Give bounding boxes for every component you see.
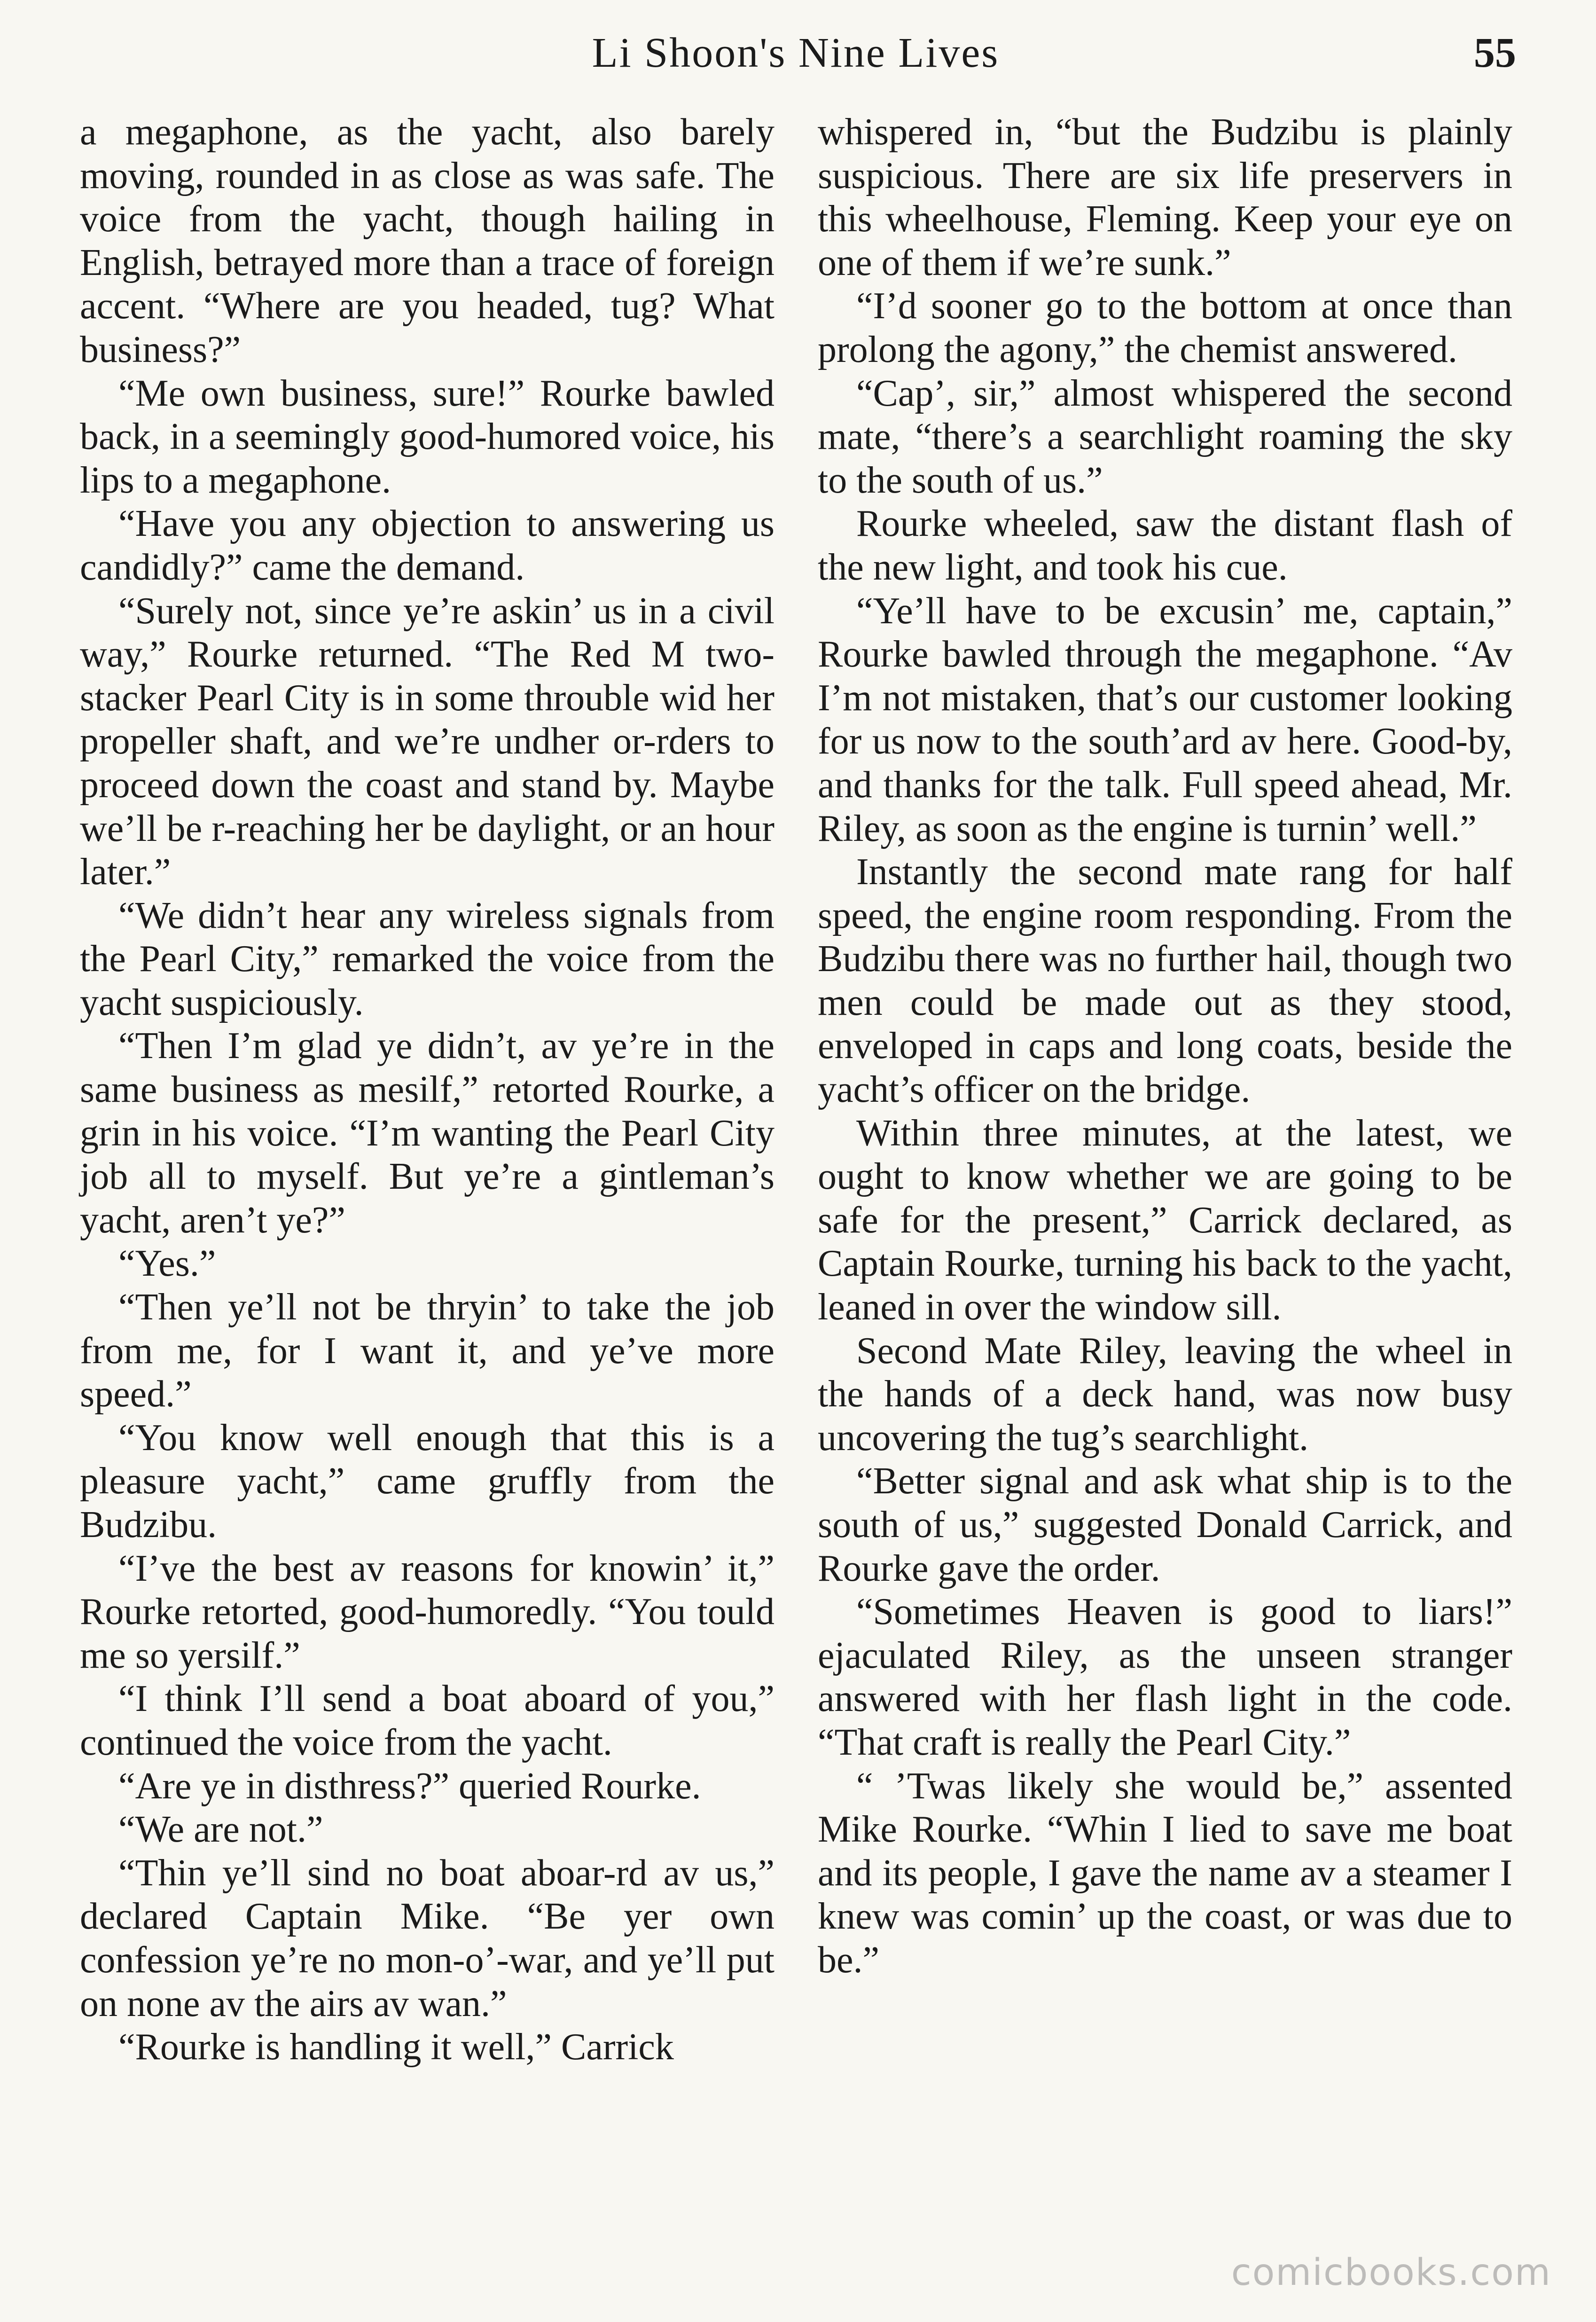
- paragraph: Second Mate Riley, leaving the wheel in the hands of a deck hand, was now busy uncovering the tug’s searchlight.: [818, 1330, 1512, 1459]
- page-number: 55: [1474, 30, 1516, 76]
- watermark: comicbooks.com: [1231, 2251, 1551, 2294]
- paragraph: “Ye’ll have to be excusin’ me, captain,” Rourke bawled through the megaphone. “Av I’m not mistaken, that’s our customer looking for us now to the south’ard av here. Good-by, and thanks for the talk. Full speed ahead, Mr. Riley, as soon as the engine is turnin’ well.”: [818, 590, 1512, 849]
- paragraph: Instantly the second mate rang for half speed, the engine room responding. From the Budzibu there was no further hail, though two men could be made out as they stood, enveloped in caps and long coats, beside the yacht’s officer on the bridge.: [818, 851, 1512, 1111]
- paragraph: “Better signal and ask what ship is to the south of us,” suggested Donald Carrick, and Rourke gave the order.: [818, 1460, 1512, 1589]
- paragraph: Rourke wheeled, saw the distant flash of the new light, and took his cue.: [818, 503, 1512, 588]
- paragraph: “I think I’ll send a boat aboard of you,” continued the voice from the yacht.: [80, 1678, 775, 1763]
- paragraph: “Rourke is handling it well,” Carrick: [118, 2026, 674, 2068]
- page-header: [75, 23, 1516, 84]
- paragraph: “Surely not, since ye’re askin’ us in a civil way,” Rourke returned. “The Red M two-stacker Pearl City is in some throuble wid her propeller shaft, and we’re undher or-rders to proceed down the coast and stand by. Maybe we’ll be r-reaching her be daylight, or an hour later.”: [80, 590, 775, 893]
- paragraph: “ ’Twas likely she would be,” assented Mike Rourke. “Whin I lied to save me boat and its people, I gave the name av a steamer I knew was comin’ up the coast, or was due to be.”: [818, 1765, 1512, 1981]
- paragraph: “Thin ye’ll sind no boat aboar-rd av us,” declared Captain Mike. “Be yer own confession ye’re no mon-o’-war, and ye’ll put on none av the airs av wan.”: [80, 1852, 775, 2024]
- paragraph: “Cap’, sir,” almost whispered the second mate, “there’s a searchlight roaming the sky to the south of us.”: [818, 372, 1512, 501]
- running-title: Li Shoon's Nine Lives: [592, 30, 1000, 76]
- paragraph: “Sometimes Heaven is good to liars!” ejaculated Riley, as the unseen stranger answered with her flash light in the code. “That craft is really the Pearl City.”: [818, 1591, 1512, 1763]
- paragraph: “Are ye in disthress?” queried Rourke.: [118, 1765, 701, 1807]
- paragraph: “You know well enough that this is a pleasure yacht,” came gruffly from the Budzibu.: [80, 1417, 775, 1545]
- paragraph: “Me own business, sure!” Rourke bawled back, in a seemingly good-humored voice, his lips to a megaphone.: [80, 372, 775, 501]
- paragraph: a megaphone, as the yacht, also barely moving, rounded in as close as was safe. The voice from the yacht, though hailing in English, betrayed more than a trace of foreign accent. “Where are you headed, tug? What business?”: [80, 111, 775, 370]
- paragraph: “I’d sooner go to the bottom at once than prolong the agony,” the chemist answered.: [818, 285, 1512, 370]
- paragraph: “We are not.”: [118, 1809, 323, 1851]
- paragraph: “Then ye’ll not be thryin’ to take the job from me, for I want it, and ye’ve more speed.”: [80, 1287, 775, 1415]
- paragraph: “Then I’m glad ye didn’t, av ye’re in the same business as mesilf,” retorted Rourke, a grin in his voice. “I’m wanting the Pearl City job all to myself. But ye’re a gintleman’s yacht, aren’t ye?”: [80, 1025, 775, 1241]
- paragraph: whispered in, “but the Budzibu is plainly suspicious. There are six life preservers in this wheelhouse, Fleming. Keep your eye on one of them if we’re sunk.”: [818, 111, 1512, 283]
- right-column: [818, 110, 1512, 1982]
- paragraph: “I’ve the best av reasons for knowin’ it,” Rourke retorted, good-humoredly. “You tould me so yersilf.”: [80, 1547, 775, 1676]
- paragraph: “Have you any objection to answering us candidly?” came the demand.: [80, 503, 775, 588]
- paragraph: “Yes.”: [118, 1243, 216, 1285]
- paragraph: “We didn’t hear any wireless signals from the Pearl City,” remarked the voice from the yacht suspiciously.: [80, 894, 775, 1023]
- paragraph: Within three minutes, at the latest, we ought to know whether we are going to be safe for the present,” Carrick declared, as Captain Rourke, turning his back to the yacht, leaned in over the window sill.: [818, 1112, 1512, 1328]
- left-column: [80, 110, 775, 2069]
